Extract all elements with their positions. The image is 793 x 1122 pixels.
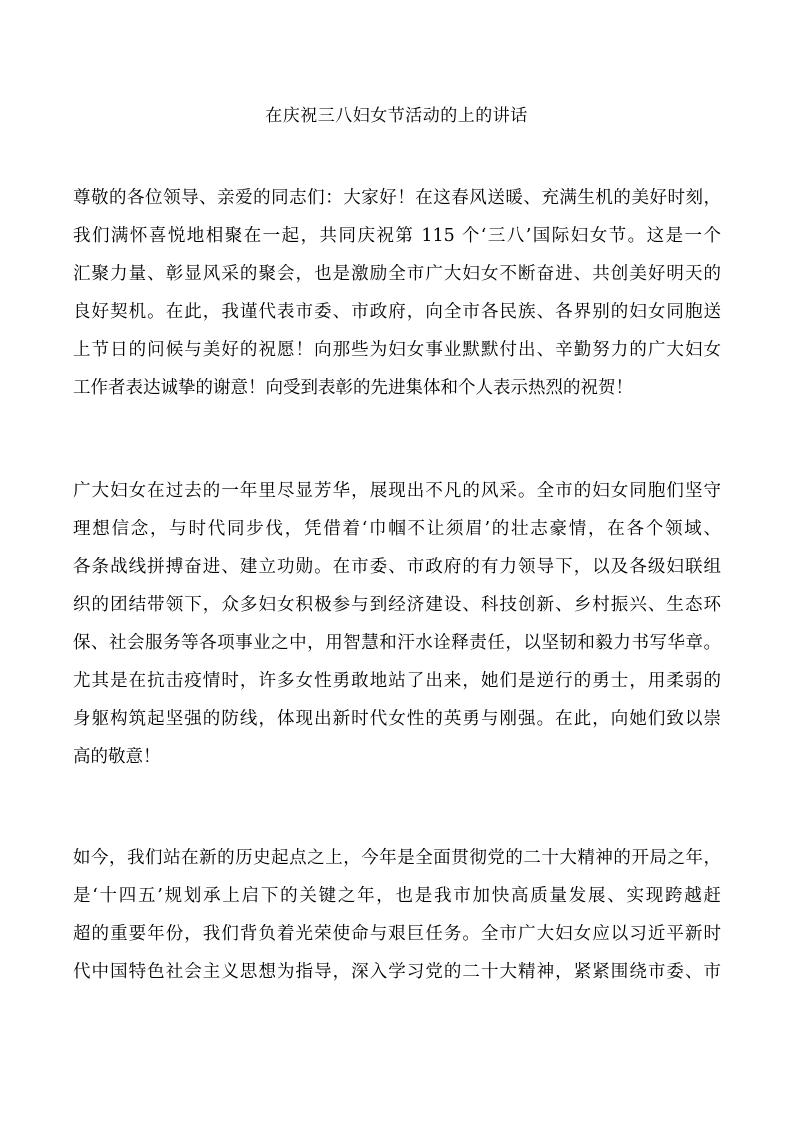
paragraph-achievements xyxy=(73,472,721,776)
text-line: 各条战线拼搏奋进、建立功勋。在市委、市政府的有力领导下，以及各级妇联组 xyxy=(73,557,721,577)
text-line: 工作者表达诚挚的谢意！向受到表彰的先进集体和个人表示热烈的祝贺！ xyxy=(73,378,633,398)
text-line: 理想信念，与时代同步伐，凭借着‘巾帼不让须眉’的壮志豪情，在各个领域、 xyxy=(73,519,721,539)
text-line: 如今，我们站在新的历史起点之上，今年是全面贯彻党的二十大精神的开局之年， xyxy=(73,848,721,868)
document-title: 在庆祝三八妇女节活动的上的讲话 xyxy=(265,106,528,126)
text-line: 代中国特色社会主义思想为指导，深入学习党的二十大精神，紧紧围绕市委、市 xyxy=(73,962,721,982)
text-line: 高的敬意！ xyxy=(73,747,161,767)
text-line: 尤其是在抗击疫情时，许多女性勇敢地站了出来，她们是逆行的勇士，用柔弱的 xyxy=(73,671,721,691)
text-line: 尊敬的各位领导、亲爱的同志们：大家好！在这春风送暖、充满生机的美好时刻， xyxy=(73,188,721,208)
text-line: 超的重要年份，我们背负着光荣使命与艰巨任务。全市广大妇女应以习近平新时 xyxy=(73,924,721,944)
text-line: 汇聚力量、彰显风采的聚会，也是激励全市广大妇女不断奋进、共创美好明天的 xyxy=(73,264,721,284)
text-line: 身躯构筑起坚强的防线，体现出新时代女性的英勇与刚强。在此，向她们致以崇 xyxy=(73,709,721,729)
text-line: 织的团结带领下，众多妇女积极参与到经济建设、科技创新、乡村振兴、生态环 xyxy=(73,595,721,615)
text-line: 上节日的问候与美好的祝愿！向那些为妇女事业默默付出、辛勤努力的广大妇女 xyxy=(73,340,721,360)
text-line: 保、社会服务等各项事业之中，用智慧和汗水诠释责任，以坚韧和毅力书写华章。 xyxy=(73,633,721,653)
paragraph-opening xyxy=(73,179,721,407)
text-line: 我们满怀喜悦地相聚在一起，共同庆祝第 115 个‘三八’国际妇女节。这是一个 xyxy=(73,226,721,246)
text-line: 广大妇女在过去的一年里尽显芳华，展现出不凡的风采。全市的妇女同胞们坚守 xyxy=(73,481,721,501)
text-line: 是‘十四五’规划承上启下的关键之年，也是我市加快高质量发展、实现跨越赶 xyxy=(73,886,721,906)
paragraph-outlook xyxy=(73,839,721,991)
text-line: 良好契机。在此，我谨代表市委、市政府，向全市各民族、各界别的妇女同胞送 xyxy=(73,302,721,322)
